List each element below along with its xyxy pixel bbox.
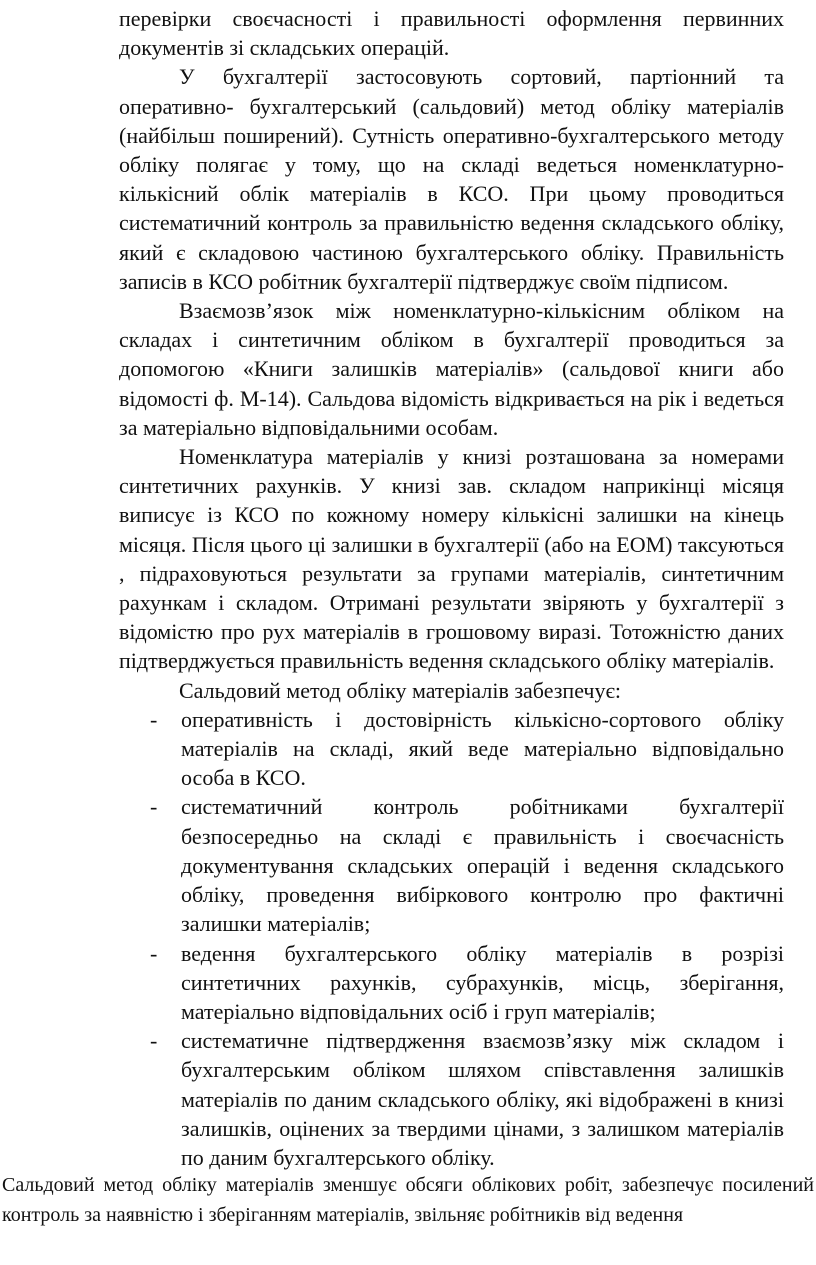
paragraph-accounting-methods: У бухгалтерії застосовують сортовий, партіонний та оперативно- бухгалтерський (сальдовий) метод обліку матеріалів (найбільш поширений). Сутність оперативно-бухгалтерського методу обліку полягає у тому, що на складі ведеться номенклатурно-кількісний облік матеріалів в КСО. При цьому проводиться систематичний контроль за правильністю ведення складського обліку, який є складовою частиною бухгалтерського обліку. Правильність записів в КСО робітник бухгалтерії підтверджує своїм підписом. — [119, 64, 784, 294]
list-marker: - — [150, 940, 158, 966]
benefits-list — [119, 705, 784, 1172]
list-item-text: оперативність і достовірність кількісно-сортового обліку матеріалів на складі, який веде матеріально відповідально особа в КСО. — [181, 706, 784, 791]
paragraph-continuation: перевірки своєчасності і правильності оформлення первинних документів зі складських операцій. — [119, 6, 784, 61]
list-item-text: систематичний контроль робітниками бухгалтерії безпосередньо на складі є правильність і своєчасність документування складських операцій і ведення складського обліку, проведення вибіркового контролю про фактичні залишки матеріалів; — [181, 794, 784, 937]
paragraph-method-provides: Сальдовий метод обліку матеріалів забезпечує: — [179, 677, 622, 703]
document-body — [119, 4, 784, 1172]
list-item — [119, 1026, 784, 1172]
list-item-text: систематичне підтвердження взаємозв’язку між складом і бухгалтерським обліком шляхом співставлення залишків матеріалів по даним складського обліку, які відображені в книзі залишків, оцінених за твердими цінами, з залишком матеріалів по даним бухгалтерського обліку. — [181, 1028, 784, 1170]
list-item — [119, 705, 784, 793]
list-marker: - — [150, 706, 158, 732]
list-marker: - — [150, 794, 158, 820]
closing-paragraph: Сальдовий метод обліку матеріалів зменшує обсяги облікових робіт, забезпечує посилений контроль за наявністю і зберіганням матеріалів, звільняє робітників від ведення — [2, 1174, 814, 1226]
list-marker: - — [150, 1028, 158, 1054]
list-item — [119, 792, 784, 938]
list-item — [119, 939, 784, 1027]
paragraph-nomenclature: Номенклатура матеріалів у книзі розташована за номерами синтетичних рахунків. У книзі зав. складом наприкінці місяця виписує із КСО по кожному номеру кількісні залишки на кінець місяця. Після цього ці залишки в бухгалтерії (або на ЕОМ) таксуються , підраховуються результати за групами матеріалів, синтетичним рахункам і складом. Отримані результати звіряють у бухгалтерії з відомістю про рух матеріалів в грошовому виразі. Тотожністю даних підтверджується правильність ведення складського обліку матеріалів. — [119, 444, 784, 674]
list-item-text: ведення бухгалтерського обліку матеріалів в розрізі синтетичних рахунків, субрахунків, місць, зберігання, матеріально відповідальних осіб і груп матеріалів; — [181, 940, 784, 1024]
paragraph-balance-book: Взаємозв’язок між номенклатурно-кількісним обліком на складах і синтетичним обліком в бухгалтерії проводиться за допомогою «Книги залишків матеріалів» (сальдової книги або відомості ф. М-14). Сальдова відомість відкривається на рік і ведеться за матеріально відповідальними особам. — [119, 298, 784, 440]
